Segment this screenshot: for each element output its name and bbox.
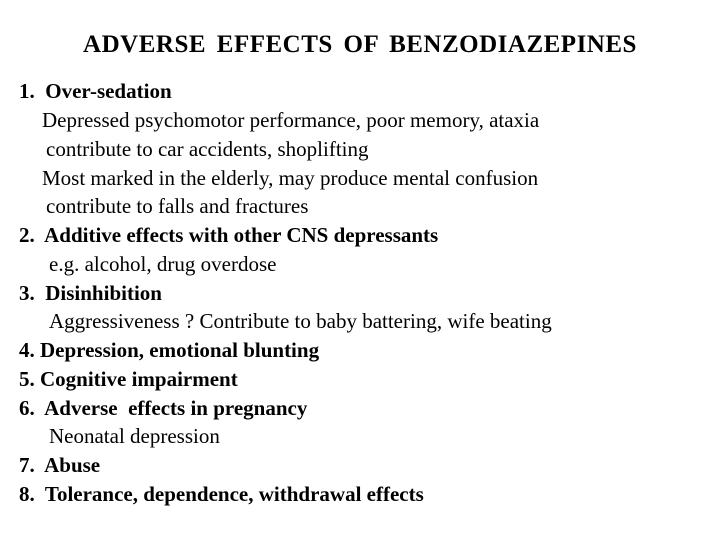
item-number: 2. xyxy=(19,223,35,247)
item-heading-text: Depression, emotional blunting xyxy=(40,338,320,362)
item-number: 1. xyxy=(19,79,35,103)
item-number: 6. xyxy=(19,396,35,420)
list-item-detail: Most marked in the elderly, may produce mental confusion xyxy=(42,166,539,190)
item-number: 4. xyxy=(19,338,35,362)
list-item-heading xyxy=(19,480,424,508)
item-heading-text: Abuse xyxy=(44,453,101,477)
item-number: 5. xyxy=(19,367,35,391)
list-item-detail: Neonatal depression xyxy=(49,424,220,448)
list-item-heading xyxy=(19,451,100,479)
list-item-detail: Depressed psychomotor performance, poor memory, ataxia xyxy=(42,108,540,132)
list-item-heading xyxy=(19,279,162,307)
item-heading-text: Adverse effects in pregnancy xyxy=(44,396,308,420)
item-heading-text: Tolerance, dependence, withdrawal effects xyxy=(44,482,424,506)
list-item-heading xyxy=(19,77,172,105)
item-heading-text: Over-sedation xyxy=(45,79,172,103)
list-item-heading xyxy=(19,365,238,393)
list-item-detail: Aggressiveness ? Contribute to baby battering, wife beating xyxy=(49,309,552,333)
item-number: 3. xyxy=(19,281,35,305)
item-heading-text: Additive effects with other CNS depressants xyxy=(44,223,439,247)
item-number: 8. xyxy=(19,482,35,506)
item-heading-text: Disinhibition xyxy=(45,281,162,305)
list-item-heading xyxy=(19,394,307,422)
item-number: 7. xyxy=(19,453,35,477)
list-item-detail: e.g. alcohol, drug overdose xyxy=(49,252,277,276)
list-item-heading xyxy=(19,221,438,249)
list-item-detail: contribute to car accidents, shoplifting xyxy=(46,137,369,161)
item-heading-text: Cognitive impairment xyxy=(40,367,238,391)
slide-title: ADVERSE EFFECTS OF BENZODIAZEPINES xyxy=(83,31,637,58)
list-item-detail: contribute to falls and fractures xyxy=(46,194,309,218)
list-item-heading xyxy=(19,336,319,364)
